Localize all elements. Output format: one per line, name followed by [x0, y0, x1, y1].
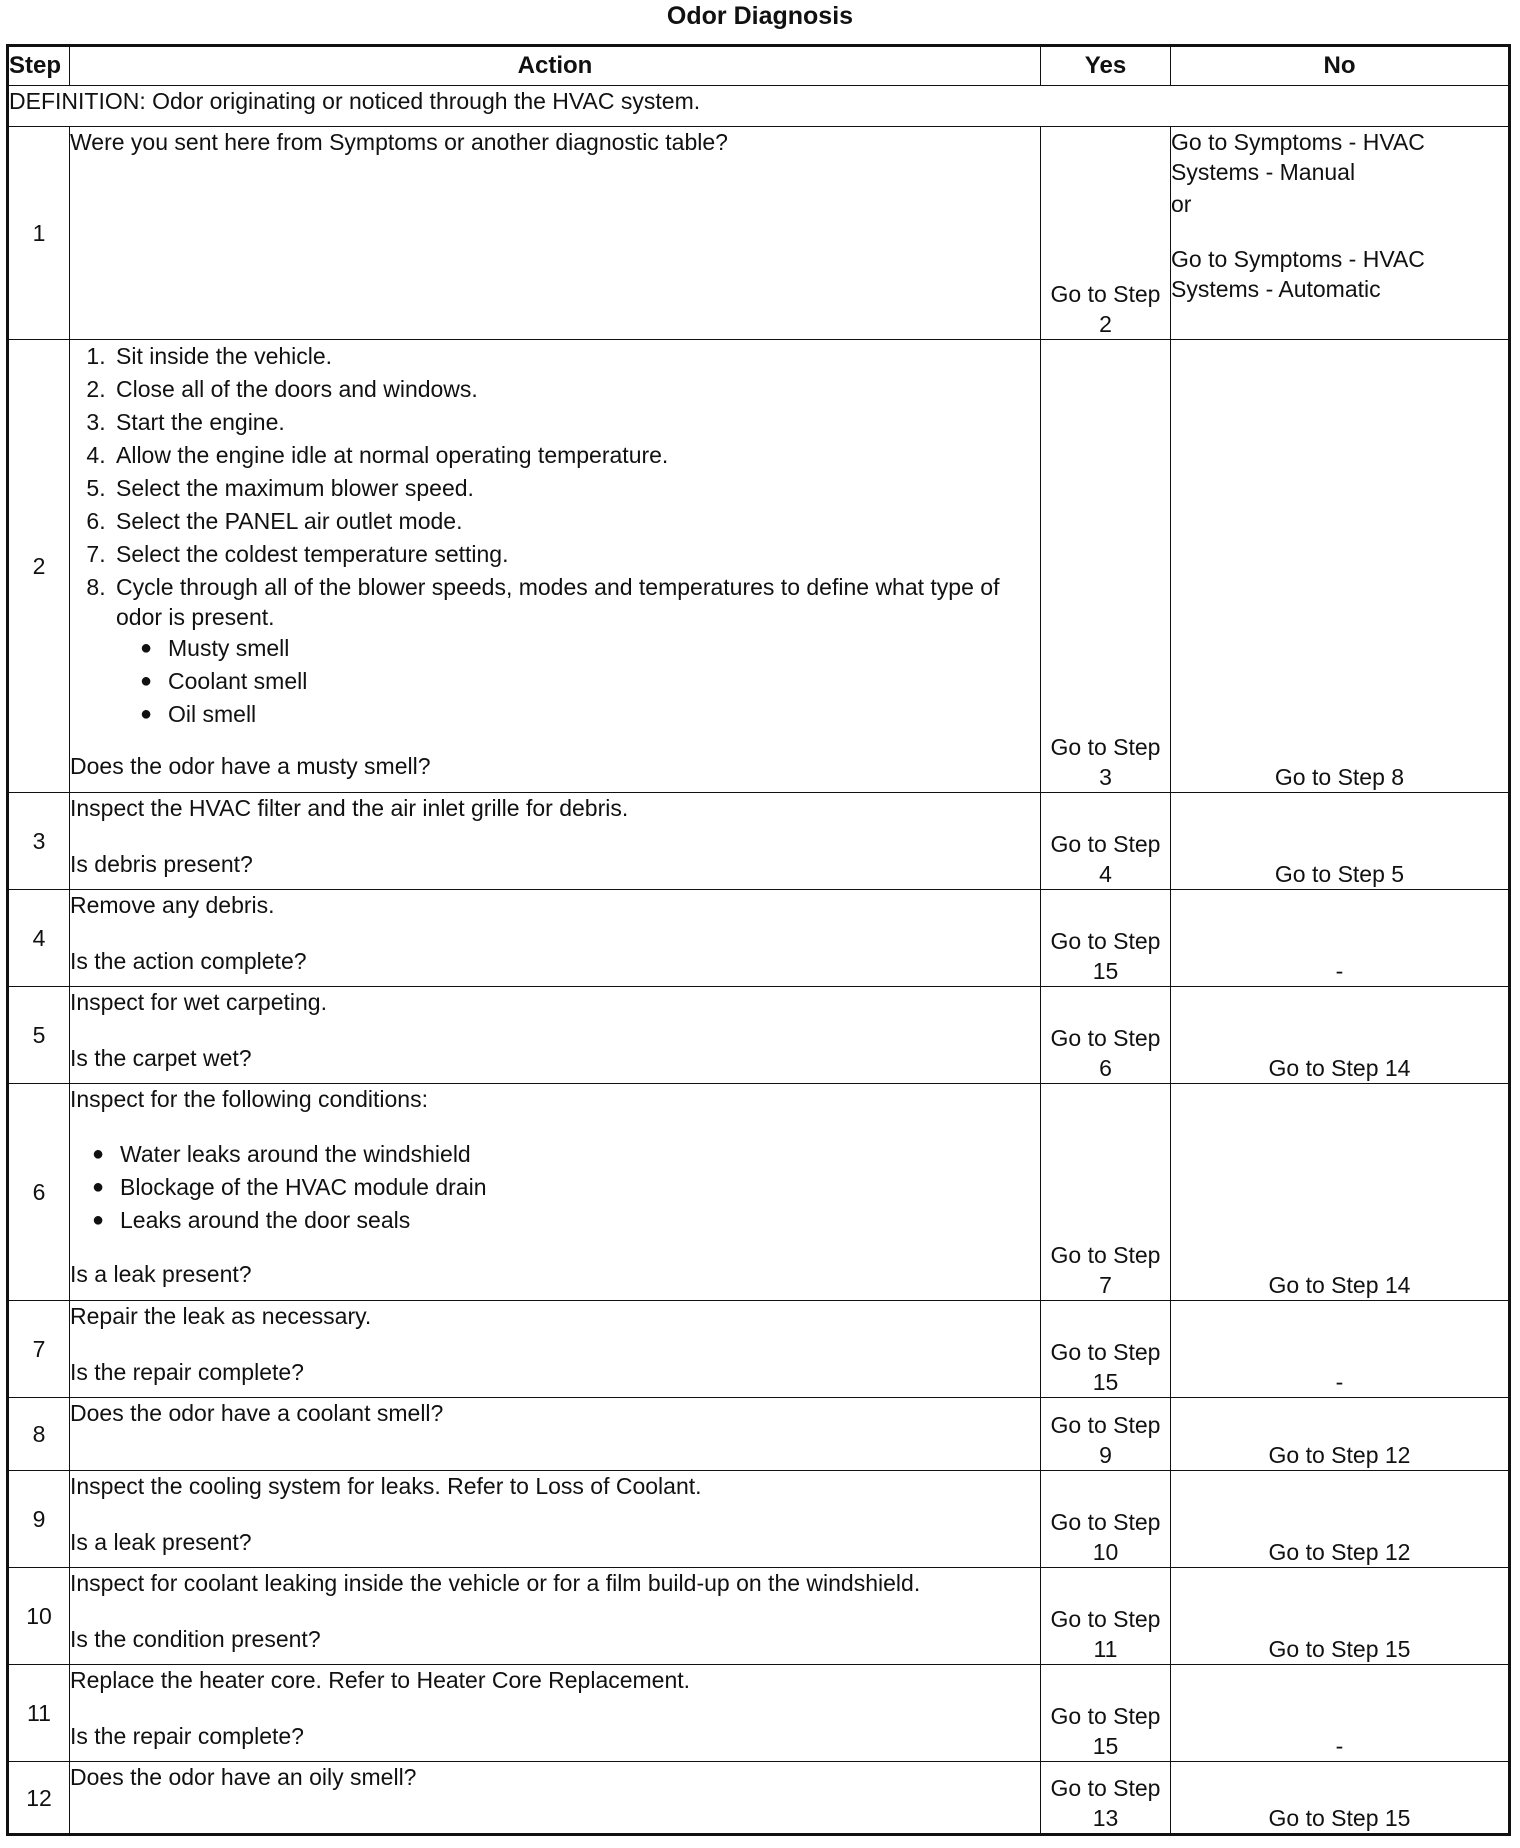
- no-cell: Go to Step 12: [1171, 1471, 1510, 1568]
- no-cell: Go to Step 5: [1171, 793, 1510, 890]
- procedure-step: 5. Select the maximum blower speed.: [112, 472, 1040, 505]
- step-number: 10: [8, 1568, 70, 1665]
- table-row: [8, 1084, 1510, 1301]
- yes-label: Go to Step: [1050, 928, 1161, 954]
- no-cell: Go to Step 14: [1171, 1084, 1510, 1301]
- yes-label: Go to Step: [1050, 1509, 1161, 1535]
- question-text: Is a leak present?: [70, 1261, 252, 1287]
- odor-type-list: [116, 632, 1040, 731]
- question-text: Is the action complete?: [70, 948, 307, 974]
- table-row: [8, 127, 1510, 340]
- yes-cell: [1041, 1471, 1171, 1568]
- action-cell: [70, 1398, 1041, 1471]
- yes-label: Go to Step: [1050, 281, 1161, 307]
- procedure-step: 4. Allow the engine idle at normal operating temperature.: [112, 439, 1040, 472]
- action-cell: [70, 127, 1041, 340]
- no-cell: -: [1171, 1665, 1510, 1762]
- yes-cell: [1041, 127, 1171, 340]
- header-no: No: [1171, 46, 1510, 86]
- yes-cell: [1041, 793, 1171, 890]
- header-row: [8, 46, 1510, 86]
- action-text: Were you sent here from Symptoms or another diagnostic table?: [70, 129, 728, 155]
- action-text: Repair the leak as necessary.: [70, 1303, 372, 1329]
- table-row: [8, 987, 1510, 1084]
- procedure-step: 2. Close all of the doors and windows.: [112, 373, 1040, 406]
- step-number: 3: [8, 793, 70, 890]
- procedure-list: [70, 340, 1040, 731]
- yes-step: 6: [1099, 1055, 1112, 1081]
- yes-step: 2: [1099, 311, 1112, 337]
- yes-step: 9: [1099, 1442, 1112, 1468]
- no-cell: Go to Step 15: [1171, 1568, 1510, 1665]
- table-row: [8, 890, 1510, 987]
- step-number: 7: [8, 1301, 70, 1398]
- definition-text: DEFINITION: Odor originating or noticed through the HVAC system.: [8, 86, 1510, 127]
- step-number: 11: [8, 1665, 70, 1762]
- yes-cell: [1041, 1301, 1171, 1398]
- procedure-step-text: 8. Cycle through all of the blower speeds, modes and temperatures to define what type of odor is present.: [116, 574, 1000, 630]
- no-or: or: [1171, 191, 1192, 217]
- no-cell: Go to Step 14: [1171, 987, 1510, 1084]
- no-option-manual: Go to Symptoms - HVAC Systems - Manual: [1171, 129, 1425, 185]
- step-number: 4: [8, 890, 70, 987]
- page-title: Odor Diagnosis: [666, 2, 854, 30]
- action-cell: [70, 1568, 1041, 1665]
- table-row: [8, 340, 1510, 793]
- action-cell: [70, 890, 1041, 987]
- odor-diagnosis-table: [6, 44, 1511, 1836]
- bullet-item: ● Leaks around the door seals: [110, 1204, 1040, 1237]
- yes-cell: [1041, 1568, 1171, 1665]
- yes-label: Go to Step: [1050, 1339, 1161, 1365]
- no-cell: -: [1171, 1301, 1510, 1398]
- yes-label: Go to Step: [1050, 1412, 1161, 1438]
- table-row: [8, 1301, 1510, 1398]
- action-text: Inspect for coolant leaking inside the vehicle or for a film build-up on the windshield.: [70, 1570, 921, 1596]
- question-text: Is the repair complete?: [70, 1359, 304, 1385]
- action-cell: [70, 1471, 1041, 1568]
- yes-step: 13: [1092, 1805, 1119, 1831]
- bullet-item: ● Oil smell: [158, 698, 1040, 731]
- action-text: Inspect the cooling system for leaks. Refer to Loss of Coolant.: [70, 1473, 702, 1499]
- bullet-item: ● Coolant smell: [158, 665, 1040, 698]
- table-row: [8, 1762, 1510, 1835]
- yes-cell: [1041, 890, 1171, 987]
- action-text: Inspect the HVAC filter and the air inlet grille for debris.: [70, 795, 629, 821]
- definition-row: [8, 86, 1510, 127]
- question-text: Is the condition present?: [70, 1626, 321, 1652]
- question-text: Is the repair complete?: [70, 1723, 304, 1749]
- step-number: 6: [8, 1084, 70, 1301]
- yes-label: Go to Step: [1050, 1025, 1161, 1051]
- action-cell: [70, 1301, 1041, 1398]
- procedure-step: 7. Select the coldest temperature setting.: [112, 538, 1040, 571]
- procedure-step: 6. Select the PANEL air outlet mode.: [112, 505, 1040, 538]
- yes-cell: [1041, 1084, 1171, 1301]
- action-cell: [70, 793, 1041, 890]
- yes-label: Go to Step: [1050, 734, 1161, 760]
- condition-list: [70, 1138, 1040, 1237]
- table-row: [8, 1398, 1510, 1471]
- action-cell: [70, 1665, 1041, 1762]
- action-cell: [70, 1762, 1041, 1835]
- question-text: Is the carpet wet?: [70, 1045, 252, 1071]
- yes-cell: [1041, 1665, 1171, 1762]
- yes-step: 15: [1092, 1369, 1119, 1395]
- action-cell: [70, 340, 1041, 793]
- action-text: Inspect for wet carpeting.: [70, 989, 327, 1015]
- yes-cell: [1041, 1762, 1171, 1835]
- no-option-automatic: Go to Symptoms - HVAC Systems - Automatic: [1171, 246, 1425, 302]
- action-text: Does the odor have an oily smell?: [70, 1764, 417, 1790]
- yes-step: 4: [1099, 861, 1112, 887]
- action-text: Inspect for the following conditions:: [70, 1086, 428, 1112]
- table-row: [8, 793, 1510, 890]
- action-text: Does the odor have a coolant smell?: [70, 1400, 444, 1426]
- no-cell: Go to Step 8: [1171, 340, 1510, 793]
- question-text: Does the odor have a musty smell?: [70, 753, 431, 779]
- step-number: 9: [8, 1471, 70, 1568]
- step-number: 8: [8, 1398, 70, 1471]
- yes-step: 15: [1092, 958, 1119, 984]
- table-row: [8, 1665, 1510, 1762]
- action-text: Remove any debris.: [70, 892, 275, 918]
- no-cell: [1171, 127, 1510, 340]
- question-text: Is debris present?: [70, 851, 253, 877]
- yes-label: Go to Step: [1050, 1606, 1161, 1632]
- procedure-step: [112, 571, 1040, 731]
- no-cell: -: [1171, 890, 1510, 987]
- question-text: Is a leak present?: [70, 1529, 252, 1555]
- step-number: 1: [8, 127, 70, 340]
- header-action: Action: [70, 46, 1041, 86]
- yes-label: Go to Step: [1050, 1703, 1161, 1729]
- step-number: 2: [8, 340, 70, 793]
- bullet-item: ● Blockage of the HVAC module drain: [110, 1171, 1040, 1204]
- yes-cell: [1041, 987, 1171, 1084]
- yes-cell: [1041, 340, 1171, 793]
- yes-label: Go to Step: [1050, 831, 1161, 857]
- bullet-item: ● Musty smell: [158, 632, 1040, 665]
- table-row: [8, 1568, 1510, 1665]
- procedure-step: 1. Sit inside the vehicle.: [112, 340, 1040, 373]
- action-text: Replace the heater core. Refer to Heater Core Replacement.: [70, 1667, 691, 1693]
- step-number: 12: [8, 1762, 70, 1835]
- yes-step: 3: [1099, 764, 1112, 790]
- yes-step: 15: [1092, 1733, 1119, 1759]
- bullet-item: ● Water leaks around the windshield: [110, 1138, 1040, 1171]
- yes-step: 10: [1092, 1539, 1119, 1565]
- step-number: 5: [8, 987, 70, 1084]
- yes-label: Go to Step: [1050, 1242, 1161, 1268]
- table-row: [8, 1471, 1510, 1568]
- header-step: Step: [8, 46, 70, 86]
- procedure-step: 3. Start the engine.: [112, 406, 1040, 439]
- action-cell: [70, 987, 1041, 1084]
- header-yes: Yes: [1041, 46, 1171, 86]
- action-cell: [70, 1084, 1041, 1301]
- yes-step: 11: [1093, 1636, 1118, 1662]
- yes-cell: [1041, 1398, 1171, 1471]
- no-cell: Go to Step 12: [1171, 1398, 1510, 1471]
- yes-step: 7: [1099, 1272, 1112, 1298]
- yes-label: Go to Step: [1050, 1775, 1161, 1801]
- no-cell: Go to Step 15: [1171, 1762, 1510, 1835]
